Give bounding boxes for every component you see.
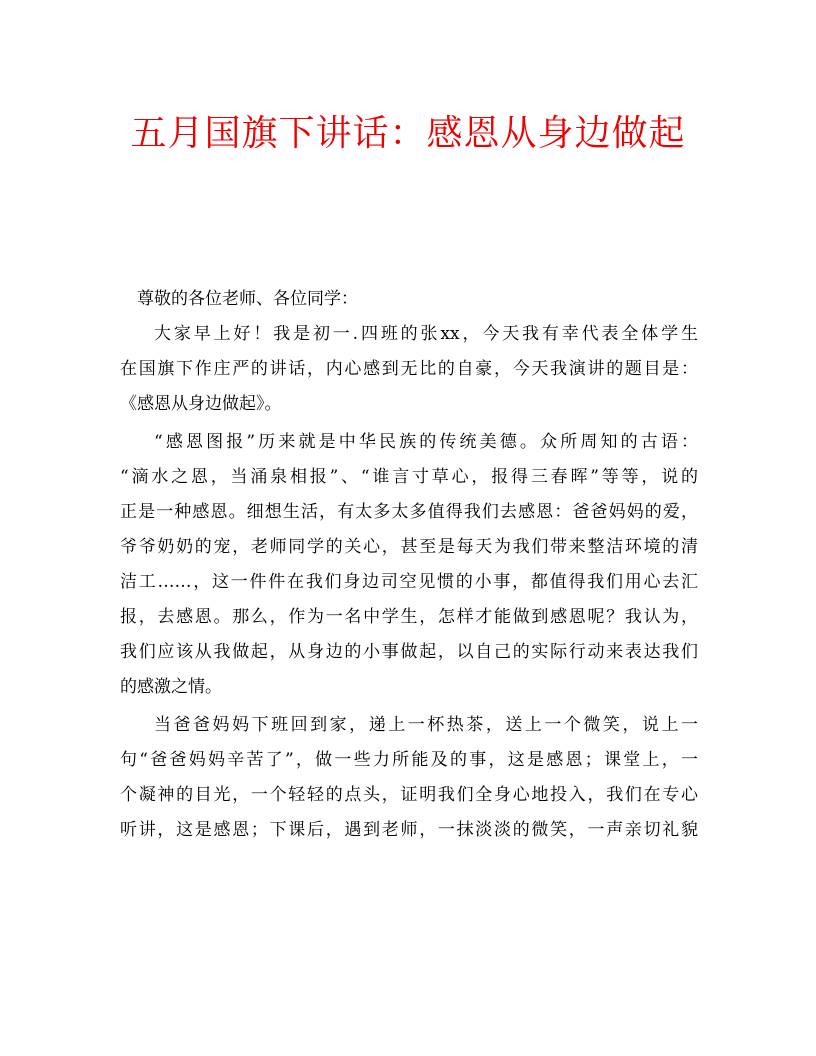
- paragraph-line: 句“爸爸妈妈辛苦了”，做一些力所能及的事，这是感恩；课堂上，一: [120, 750, 698, 770]
- paragraph-line: 听讲，这是感恩；下课后，遇到老师，一抹淡淡的微笑，一声亲切礼貌: [120, 820, 698, 840]
- paragraph-line: 洁工……，这一件件在我们身边司空见惯的小事，都值得我们用心去汇: [120, 572, 698, 592]
- paragraph-line: 《感恩从身边做起》。: [120, 394, 282, 414]
- paragraph-line: 爷爷奶奶的宠，老师同学的关心，甚至是每天为我们带来整洁环境的清: [120, 537, 698, 557]
- paragraph-line: 我们应该从我做起，从身边的小事做起，以自己的实际行动来表达我们: [120, 642, 698, 662]
- document-title: 五月国旗下讲话：感恩从身边做起: [130, 113, 686, 154]
- paragraph-3: [120, 708, 698, 848]
- greeting-line: 尊敬的各位老师、各位同学：: [137, 289, 358, 309]
- paragraph-1: [120, 317, 698, 422]
- paragraph-line: 在国旗下作庄严的讲话，内心感到无比的自豪，今天我演讲的题目是：: [120, 359, 698, 379]
- paragraph-line: 个凝神的目光，一个轻轻的点头，证明我们全身心地投入，我们在专心: [120, 785, 698, 805]
- paragraph-line: 报，去感恩。那么，作为一名中学生，怎样才能做到感恩呢？我认为，: [120, 607, 698, 627]
- paragraph-line: “滴水之恩，当涌泉相报”、“谁言寸草心，报得三春晖”等等，说的: [120, 467, 698, 487]
- speech-body: [120, 282, 698, 848]
- paragraph-line: 的感激之情。: [120, 677, 222, 697]
- paragraph-line: 大家早上好！我是初一.四班的张xx，今天我有幸代表全体学生: [154, 324, 698, 344]
- paragraph-line: “感恩图报”历来就是中华民族的传统美德。众所周知的古语：: [154, 432, 698, 452]
- paragraph-2: [120, 425, 698, 705]
- paragraph-line: 正是一种感恩。细想生活，有太多太多值得我们去感恩：爸爸妈妈的爱，: [120, 502, 698, 522]
- paragraph-line: 当爸爸妈妈下班回到家，递上一杯热茶，送上一个微笑，说上一: [154, 715, 698, 735]
